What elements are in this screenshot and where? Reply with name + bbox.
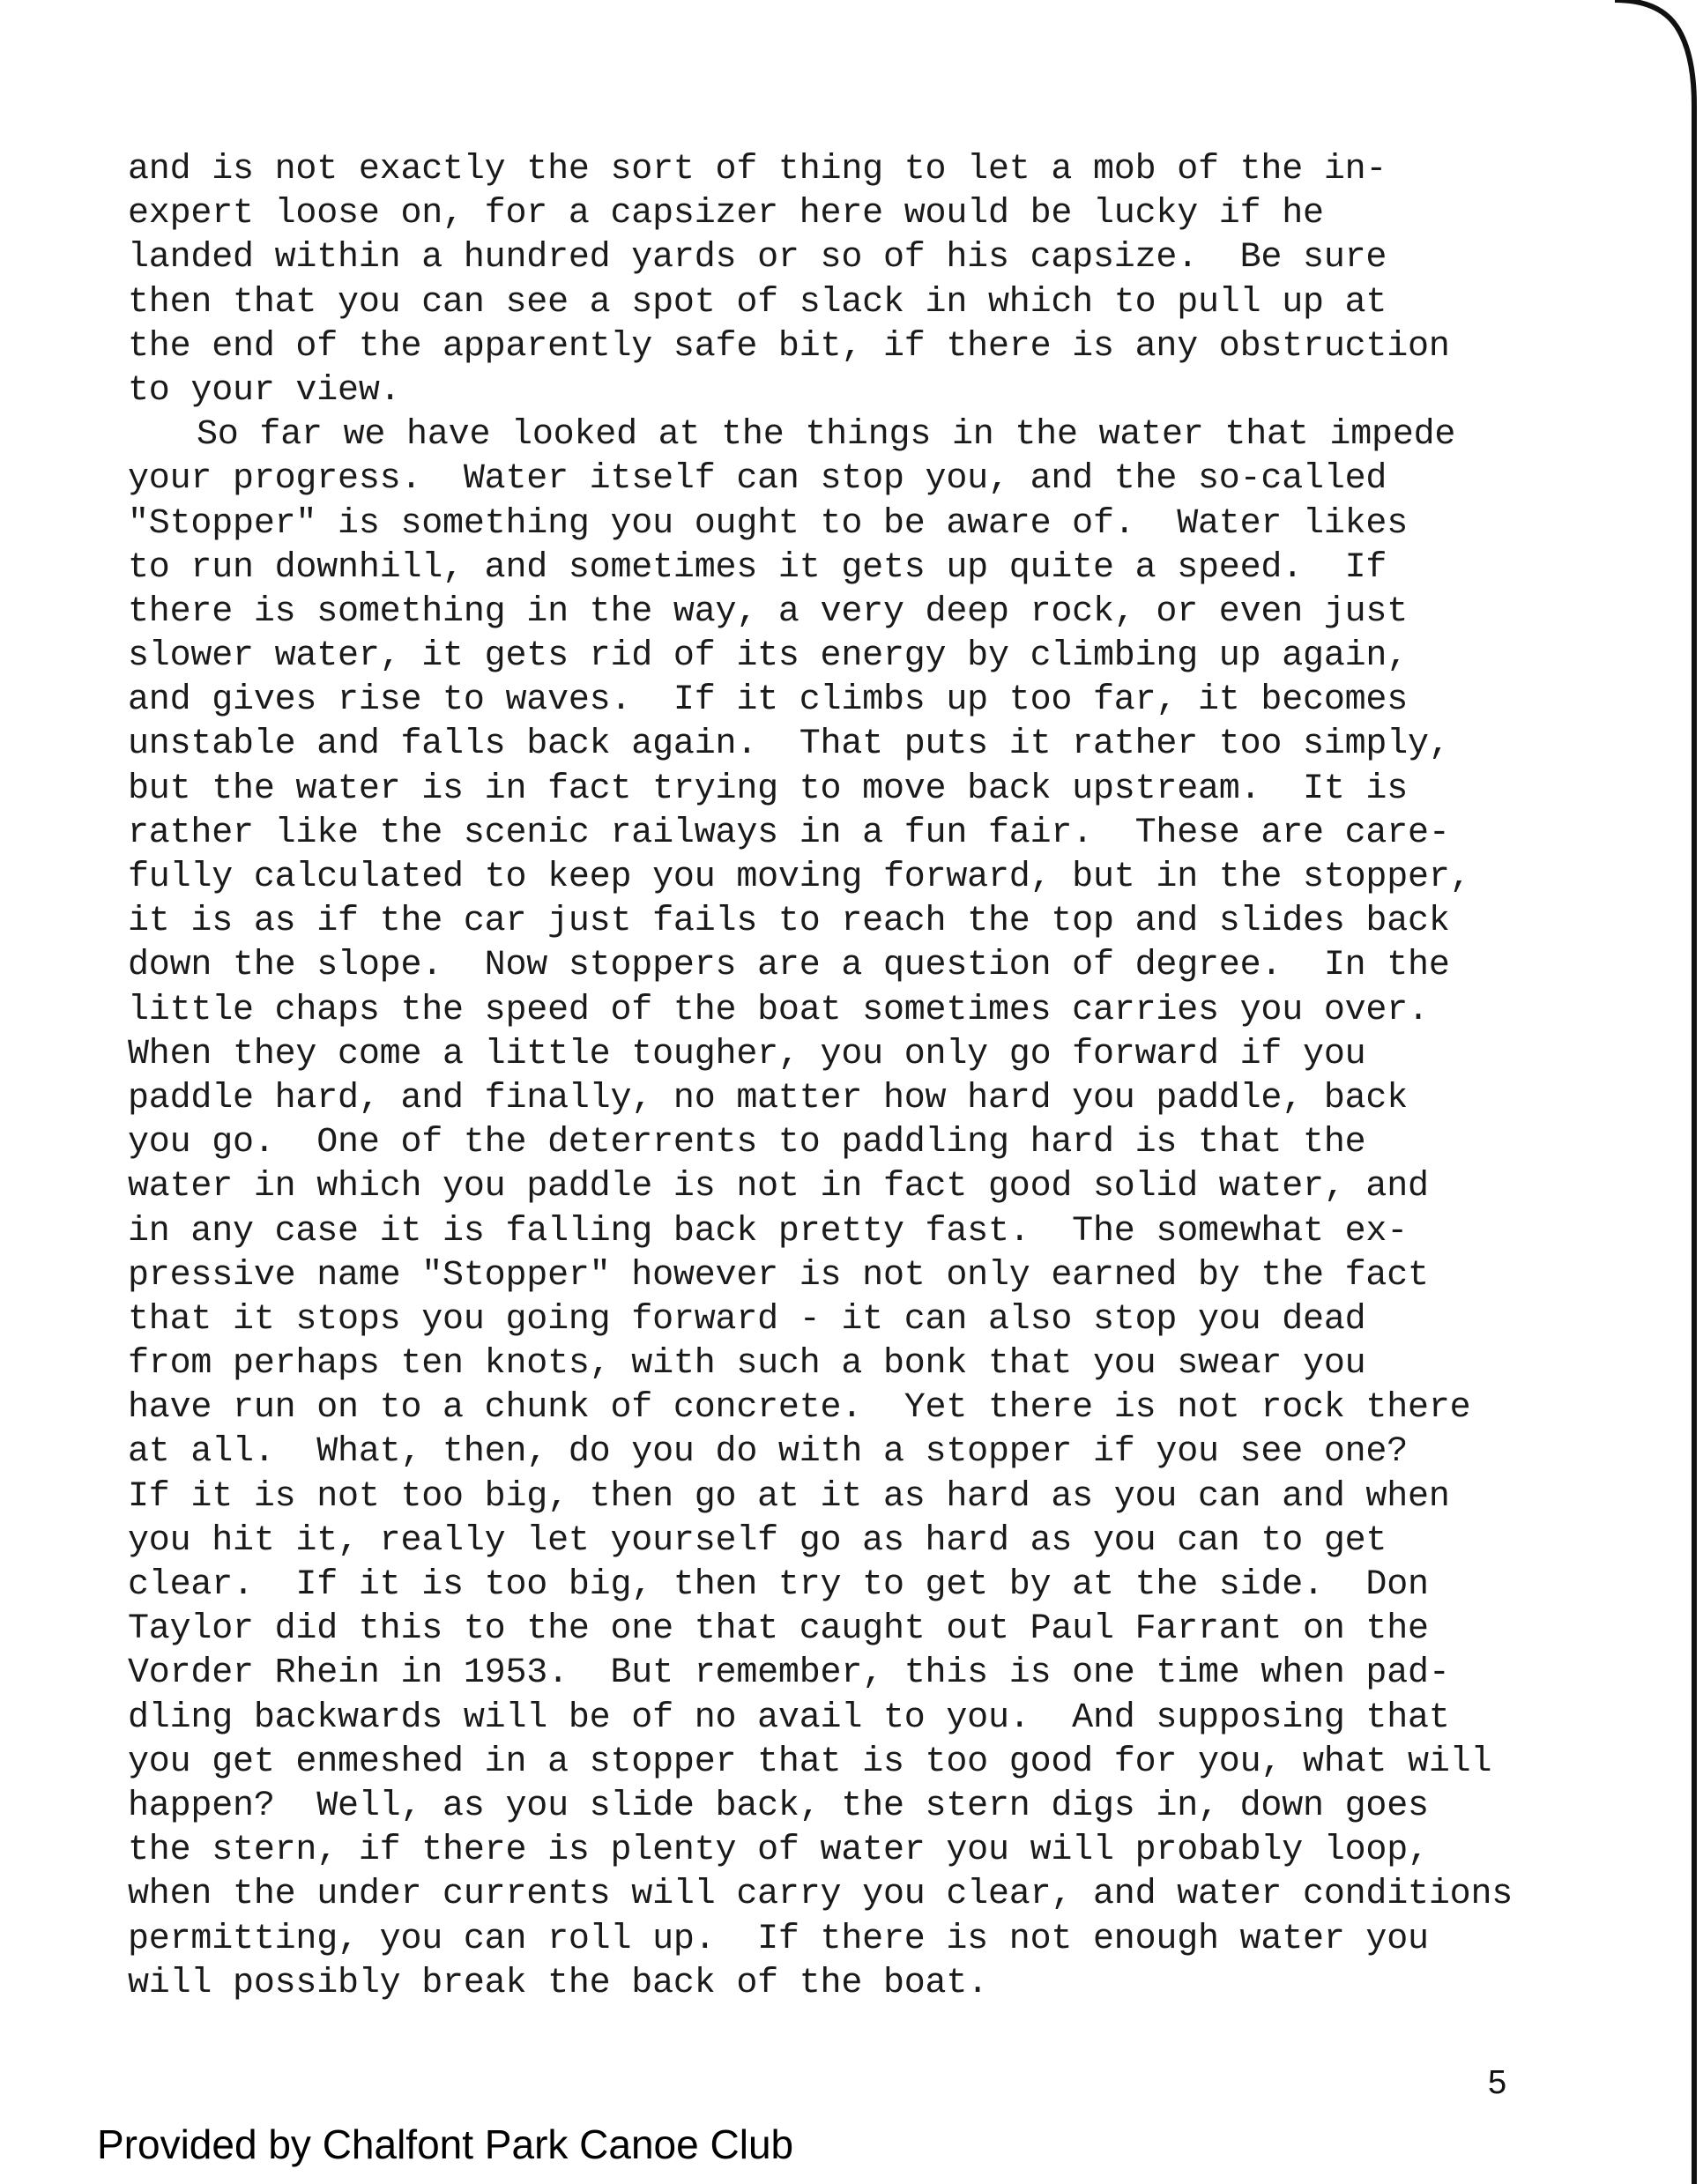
text-line: it is as if the car just fails to reach the top and slides back bbox=[128, 902, 1450, 942]
text-line: you get enmeshed in a stopper that is too good for you, what will bbox=[128, 1742, 1492, 1782]
typed-body-text bbox=[128, 148, 1591, 2006]
text-line: Vorder Rhein in 1953. But remember, this is one time when pad- bbox=[128, 1653, 1450, 1694]
text-line: there is something in the way, a very deep rock, or even just bbox=[128, 591, 1409, 632]
provider-credit: Provided by Chalfont Park Canoe Club bbox=[97, 2121, 794, 2167]
text-line: your progress. Water itself can stop you, and the so-called bbox=[128, 459, 1387, 500]
paragraph-start-line: So far we have looked at the things in the water that impede bbox=[197, 415, 1456, 456]
text-line: paddle hard, and finally, no matter how hard you paddle, back bbox=[128, 1078, 1409, 1118]
text-line: When they come a little tougher, you only go forward if you bbox=[128, 1034, 1366, 1074]
text-line: have run on to a chunk of concrete. Yet there is not rock there bbox=[128, 1388, 1471, 1429]
text-line: will possibly break the back of the boat. bbox=[128, 1963, 988, 2003]
text-line: in any case it is falling back pretty fast. The somewhat ex- bbox=[128, 1211, 1409, 1252]
text-line: you hit it, really let yourself go as hard as you can to get bbox=[128, 1520, 1387, 1561]
text-line: and is not exactly the sort of thing to let a mob of the in- bbox=[128, 150, 1387, 189]
text-line: from perhaps ten knots, with such a bonk that you swear you bbox=[128, 1344, 1366, 1385]
text-line: unstable and falls back again. That puts it rather too simply, bbox=[128, 724, 1450, 765]
page-number: 5 bbox=[1488, 2064, 1507, 2101]
text-line: to your view. bbox=[128, 370, 401, 411]
text-line: down the slope. Now stoppers are a question of degree. In the bbox=[128, 946, 1450, 986]
text-line: clear. If it is too big, then try to get by at the side. Don bbox=[128, 1565, 1429, 1605]
text-line: Taylor did this to the one that caught out Paul Farrant on the bbox=[128, 1609, 1429, 1650]
text-line: fully calculated to keep you moving forward, but in the stopper, bbox=[128, 858, 1471, 897]
text-line: but the water is in fact trying to move back upstream. It is bbox=[128, 769, 1409, 809]
text-line: expert loose on, for a capsizer here would be lucky if he bbox=[128, 194, 1324, 234]
text-line: at all. What, then, do you do with a stopper if you see one? bbox=[128, 1432, 1409, 1473]
text-line: water in which you paddle is not in fact good solid water, and bbox=[128, 1167, 1429, 1207]
text-line: "Stopper" is something you ought to be aware of. Water likes bbox=[128, 503, 1409, 544]
text-line: rather like the scenic railways in a fun fair. These are care- bbox=[128, 813, 1450, 853]
text-line: pressive name "Stopper" however is not only earned by the fact bbox=[128, 1255, 1429, 1296]
text-line: happen? Well, as you slide back, the stern digs in, down goes bbox=[128, 1786, 1429, 1826]
text-line: the end of the apparently safe bit, if there is any obstruction bbox=[128, 326, 1450, 367]
text-line: then that you can see a spot of slack in which to pull up at bbox=[128, 282, 1387, 323]
text-line: you go. One of the deterrents to paddling hard is that the bbox=[128, 1123, 1366, 1163]
text-line: If it is not too big, then go at it as hard as you can and when bbox=[128, 1476, 1450, 1517]
text-line: the stern, if there is plenty of water you will probably loop, bbox=[128, 1831, 1429, 1871]
text-line: to run downhill, and sometimes it gets up quite a speed. If bbox=[128, 547, 1387, 588]
text-line: slower water, it gets rid of its energy by climbing up again, bbox=[128, 636, 1409, 677]
text-line: landed within a hundred yards or so of his capsize. Be sure bbox=[128, 238, 1387, 279]
text-line: little chaps the speed of the boat sometimes carries you over. bbox=[128, 990, 1429, 1030]
text-line: that it stops you going forward - it can also stop you dead bbox=[128, 1299, 1366, 1340]
text-line: when the under currents will carry you clear, and water conditions bbox=[128, 1875, 1513, 1915]
text-line: dling backwards will be of no avail to you. And supposing that bbox=[128, 1697, 1450, 1738]
page-edge-curve bbox=[1606, 0, 1703, 2184]
text-line: permitting, you can roll up. If there is not enough water you bbox=[128, 1919, 1429, 1959]
text-line: and gives rise to waves. If it climbs up too far, it becomes bbox=[128, 680, 1409, 721]
